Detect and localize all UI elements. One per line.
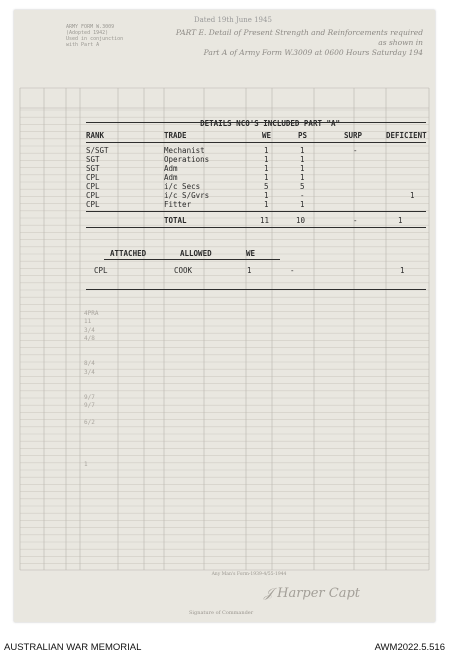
cell-we: 1	[264, 155, 269, 164]
signature-label: Signature of Commander	[189, 610, 254, 616]
cell-rank: CPL	[86, 200, 100, 209]
total-bottom-rule	[86, 227, 426, 228]
attached-we: 1	[247, 266, 252, 275]
cell-trade: Mechanist	[164, 146, 205, 155]
caption-right: AWM2022.5.516	[374, 642, 445, 653]
cell-ps: 1	[300, 155, 305, 164]
cell-rank: S/SGT	[86, 146, 109, 155]
attached-rank: CPL	[94, 266, 108, 275]
caption-left: AUSTRALIAN WAR MEMORIAL	[4, 642, 142, 653]
cell-rank: CPL	[86, 173, 100, 182]
cell-deficient: 1	[410, 191, 415, 200]
document-sheet	[14, 10, 435, 622]
cell-trade: Adm	[164, 173, 178, 182]
cell-we: 1	[264, 146, 269, 155]
cell-we: 1	[264, 200, 269, 209]
cell-we: 1	[264, 173, 269, 182]
cell-ps: 1	[300, 200, 305, 209]
total-label: TOTAL	[164, 216, 187, 225]
col-ps-header: PS	[298, 131, 308, 140]
attached-we-header: WE	[246, 249, 256, 258]
total-surp: -	[353, 216, 358, 225]
attached-deficient: 1	[400, 266, 405, 275]
cell-ps: 5	[300, 182, 305, 191]
attached-ps: -	[290, 266, 295, 275]
total-deficient: 1	[398, 216, 403, 225]
cell-ps: 1	[300, 146, 305, 155]
form-ruling-background	[14, 10, 435, 622]
col-surp-header: SURP	[344, 131, 363, 140]
cell-trade: Fitter	[164, 200, 192, 209]
date-line: Dated 19th June 1945	[194, 16, 272, 24]
cell-rank: CPL	[86, 182, 100, 191]
col-rank-header: RANK	[86, 131, 105, 140]
table-title: DETAILS NCO'S INCLUDED PART "A"	[200, 119, 341, 128]
attached-trade: COOK	[174, 266, 193, 275]
cell-trade: i/c S/Gvrs	[164, 191, 210, 200]
attached-header-rule	[104, 259, 280, 260]
form-title-line2: Part A of Army Form W.3009 at 0600 Hours Saturday 194	[203, 48, 423, 57]
footer-note: Any Man's Form-1939-4/55-1944	[211, 572, 287, 577]
col-deficient-header: DEFICIENT	[386, 131, 427, 140]
attached-bottom-rule	[86, 289, 426, 290]
total-we: 11	[260, 216, 270, 225]
title-rule	[86, 122, 426, 123]
cell-rank: CPL	[86, 191, 100, 200]
cell-ps: 1	[300, 164, 305, 173]
cell-we: 1	[264, 164, 269, 173]
cell-trade: Operations	[164, 155, 210, 164]
total-ps: 10	[296, 216, 306, 225]
total-top-rule	[86, 211, 426, 212]
bleed-through-text: 4PRA 11 3/4 4/8 8/4 3/4 9/7 9/7 6/2 1	[84, 310, 99, 469]
cell-surp: -	[353, 146, 358, 155]
form-title-block	[173, 28, 423, 58]
form-title-line1: PART E. Detail of Present Strength and Reinforcements required as shown in	[175, 28, 423, 47]
cell-we: 5	[264, 182, 269, 191]
col-trade-header: TRADE	[164, 131, 187, 140]
cell-rank: SGT	[86, 164, 100, 173]
cell-rank: SGT	[86, 155, 100, 164]
cell-trade: i/c Secs	[164, 182, 201, 191]
col-we-header: WE	[262, 131, 272, 140]
ghost-stamp-text: ARMY FORM W.3009 (Adopted 1942) Used in conjunction with Part A	[66, 24, 124, 48]
handwritten-signature: 𝒥 Harper Capt	[264, 586, 361, 601]
allowed-header: ALLOWED	[180, 249, 212, 258]
caption-bar	[0, 631, 449, 653]
cell-ps: 1	[300, 173, 305, 182]
header-rule	[86, 142, 426, 143]
cell-ps: -	[300, 191, 305, 200]
attached-header: ATTACHED	[110, 249, 147, 258]
cell-trade: Adm	[164, 164, 178, 173]
cell-we: 1	[264, 191, 269, 200]
